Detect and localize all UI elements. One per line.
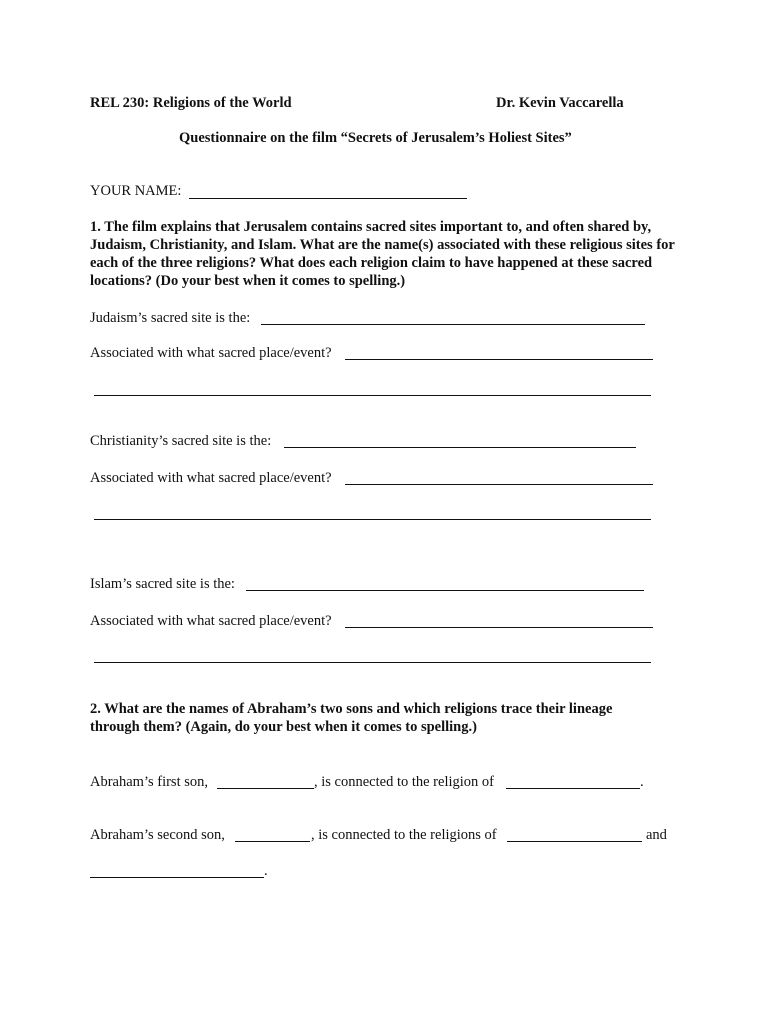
name-input-line[interactable] bbox=[189, 198, 467, 199]
first-son-religion-line[interactable] bbox=[506, 788, 640, 789]
first-son-period: . bbox=[640, 774, 644, 790]
first-son-text-b: , is connected to the religion of bbox=[314, 774, 494, 790]
judaism-site-label: Judaism’s sacred site is the: bbox=[90, 310, 251, 326]
course-title: REL 230: Religions of the World bbox=[90, 95, 292, 111]
question-1-prompt: 1. The film explains that Jerusalem contains sacred sites important to, and often shared by, Judaism, Christianity, and Islam. What are the name(s) associated with these religious sites for each of the three religions? What does each religion claim to have happened at these sacred locations? (Do your best when it comes to spelling.) bbox=[90, 219, 675, 289]
christianity-assoc-answer-line[interactable] bbox=[345, 484, 653, 485]
first-son-name-line[interactable] bbox=[217, 788, 314, 789]
name-label: YOUR NAME: bbox=[90, 183, 182, 199]
question-2-prompt: 2. What are the names of Abraham’s two sons and which religions trace their lineage through them? (Again, do your best when it comes to spelling.) bbox=[90, 701, 613, 735]
second-son-religion-line-2[interactable] bbox=[90, 877, 264, 878]
first-son-text-a: Abraham’s first son, bbox=[90, 774, 208, 790]
christianity-assoc-answer-line-2[interactable] bbox=[94, 519, 651, 520]
islam-assoc-answer-line-2[interactable] bbox=[94, 662, 651, 663]
judaism-assoc-answer-line[interactable] bbox=[345, 359, 653, 360]
judaism-site-answer-line[interactable] bbox=[261, 324, 645, 325]
second-son-name-line[interactable] bbox=[235, 841, 310, 842]
second-son-period: . bbox=[264, 863, 268, 879]
second-son-and: and bbox=[646, 827, 667, 843]
document-title: Questionnaire on the film “Secrets of Jerusalem’s Holiest Sites” bbox=[179, 130, 572, 146]
instructor-name: Dr. Kevin Vaccarella bbox=[496, 95, 624, 111]
judaism-assoc-label: Associated with what sacred place/event? bbox=[90, 345, 332, 361]
judaism-assoc-answer-line-2[interactable] bbox=[94, 395, 651, 396]
second-son-text-b: , is connected to the religions of bbox=[311, 827, 497, 843]
christianity-site-label: Christianity’s sacred site is the: bbox=[90, 433, 272, 449]
christianity-site-answer-line[interactable] bbox=[284, 447, 636, 448]
islam-site-label: Islam’s sacred site is the: bbox=[90, 576, 235, 592]
second-son-text-a: Abraham’s second son, bbox=[90, 827, 225, 843]
second-son-religion-line-1[interactable] bbox=[507, 841, 642, 842]
christianity-assoc-label: Associated with what sacred place/event? bbox=[90, 470, 332, 486]
islam-assoc-label: Associated with what sacred place/event? bbox=[90, 613, 332, 629]
islam-assoc-answer-line[interactable] bbox=[345, 627, 653, 628]
islam-site-answer-line[interactable] bbox=[246, 590, 644, 591]
